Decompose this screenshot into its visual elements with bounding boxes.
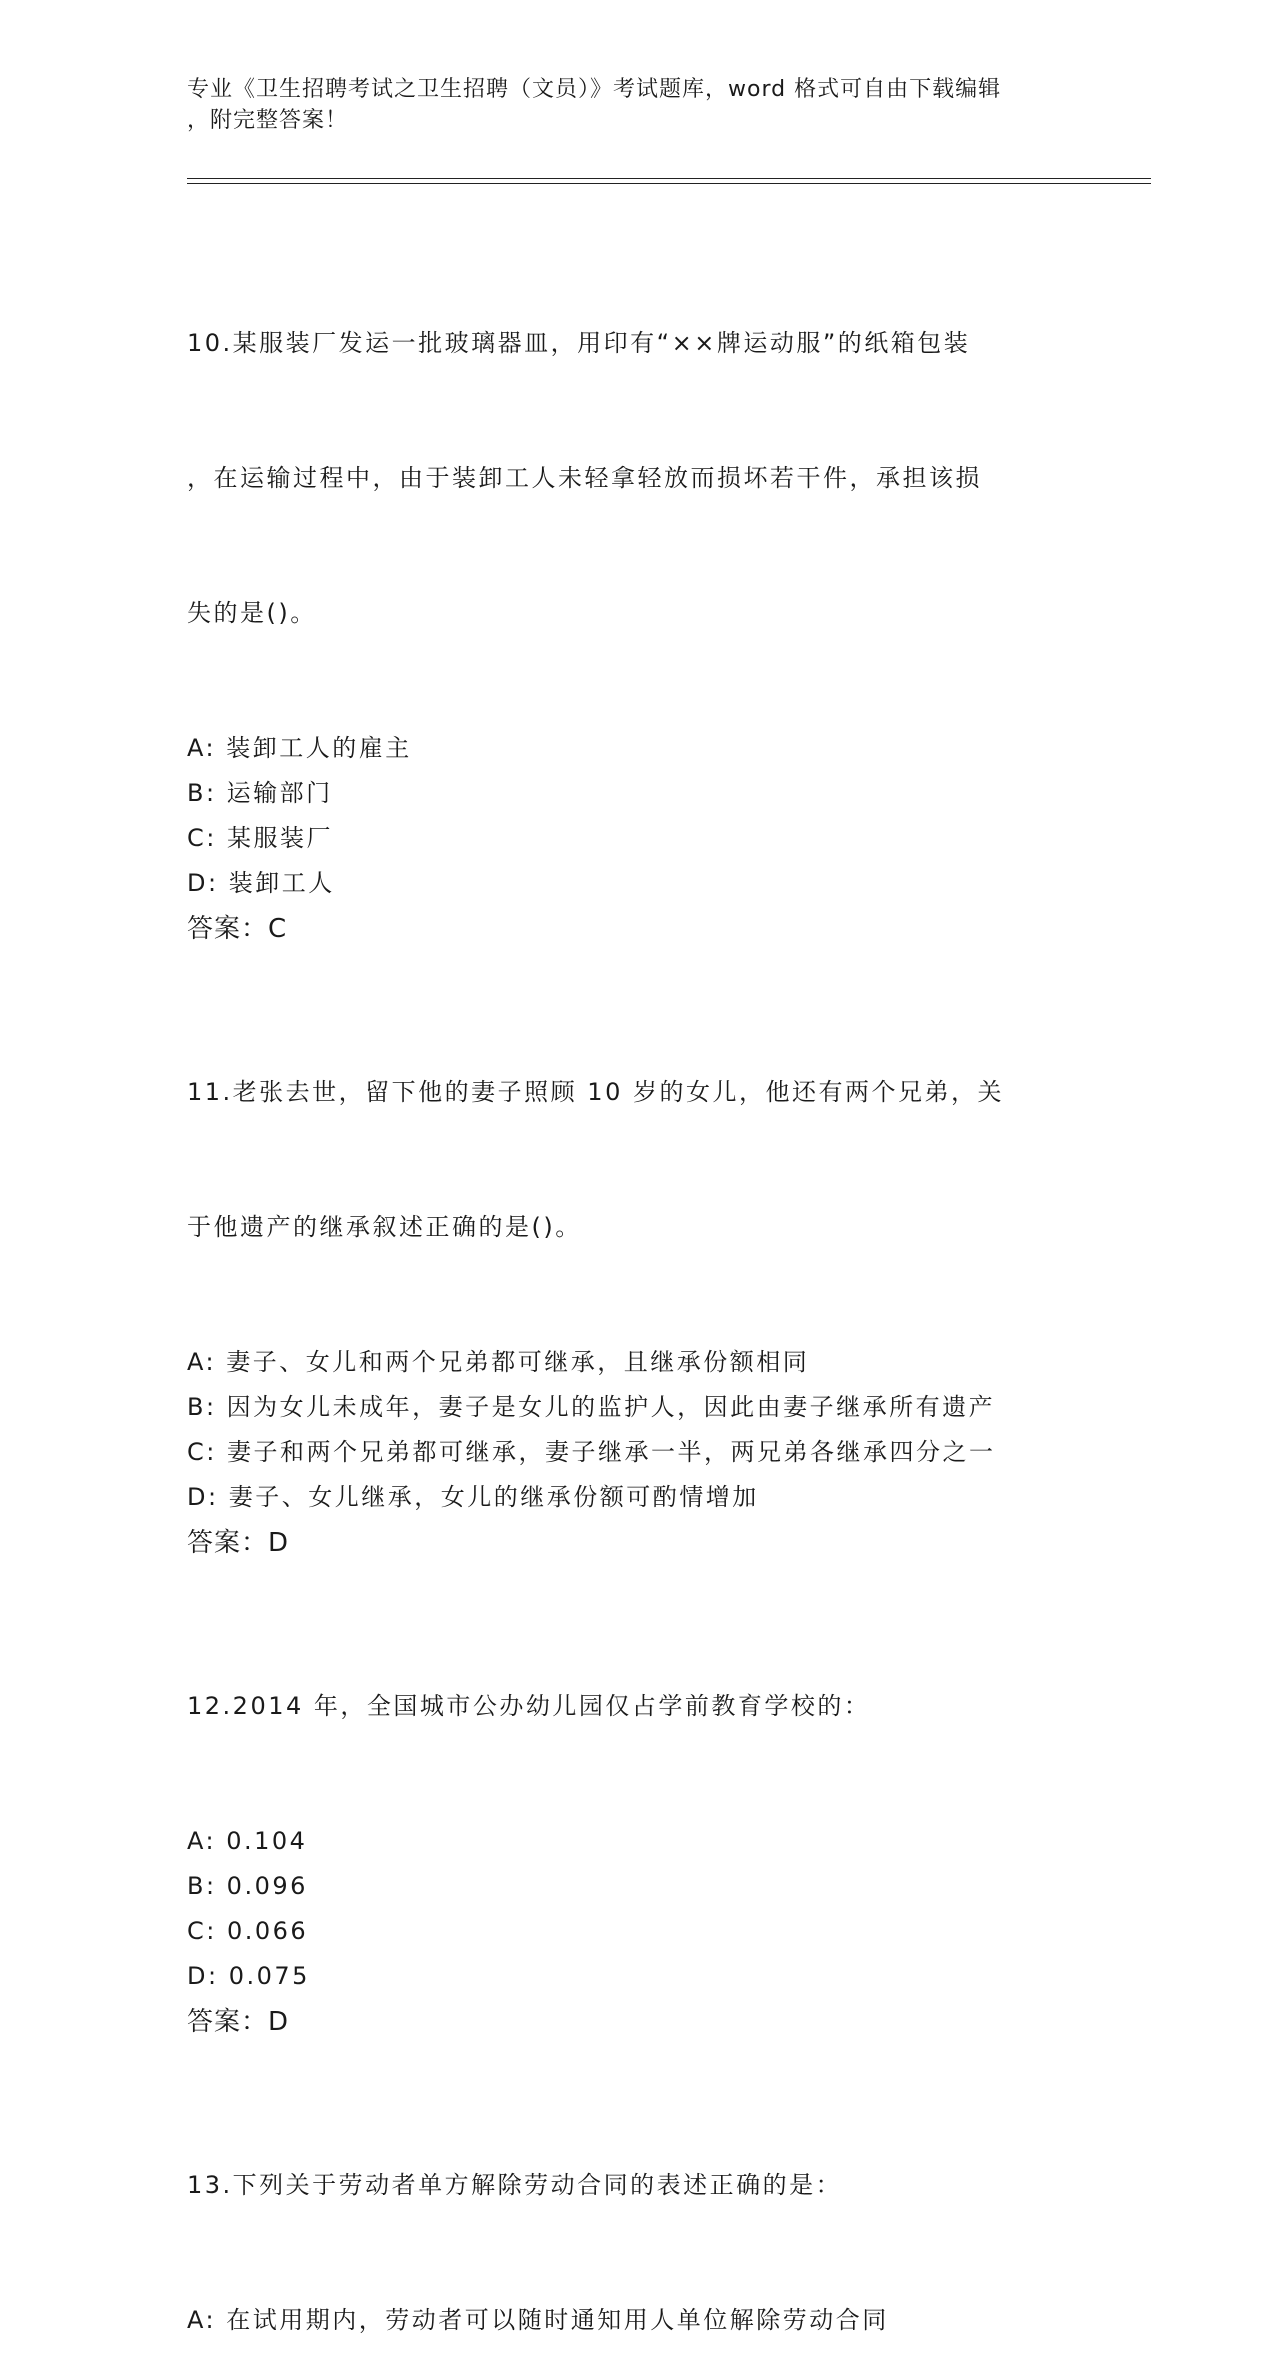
header-line-2: ，附完整答案！ bbox=[187, 108, 349, 133]
question-13 bbox=[187, 2073, 1087, 2343]
stem-line: 11.老张去世，留下他的妻子照顾 10 岁的女儿，他还有两个兄弟，关 bbox=[187, 1078, 1004, 1106]
question-list bbox=[187, 231, 1087, 2371]
header-divider-top bbox=[187, 178, 1151, 179]
question-stem bbox=[187, 980, 1087, 1340]
option-b: B: 运输部门 bbox=[187, 779, 333, 807]
option-c: C: 某服装厂 bbox=[187, 824, 333, 852]
option-d: D: 装卸工人 bbox=[187, 869, 335, 897]
option-a: A: 妻子、女儿和两个兄弟都可继承，且继承份额相同 bbox=[187, 1348, 810, 1376]
answer-label: 答案： bbox=[187, 2007, 269, 2037]
stem-line: 于他遗产的继承叙述正确的是()。 bbox=[187, 1213, 582, 1241]
stem-line: 失的是()。 bbox=[187, 599, 317, 627]
stem-line: 12.2014 年，全国城市公办幼儿园仅占学前教育学校的： bbox=[187, 1692, 871, 1720]
question-stem bbox=[187, 1594, 1087, 1819]
stem-line: 10.某服装厂发运一批玻璃器皿，用印有“××牌运动服”的纸箱包装 bbox=[187, 329, 971, 357]
stem-line: ，在运输过程中，由于装卸工人未轻拿轻放而损坏若干件，承担该损 bbox=[187, 464, 982, 492]
document-header bbox=[187, 74, 1067, 136]
header-divider-bottom bbox=[187, 183, 1151, 184]
option-c: C: 妻子和两个兄弟都可继承，妻子继承一半，两兄弟各继承四分之一 bbox=[187, 1438, 996, 1466]
answer-label: 答案： bbox=[187, 1528, 269, 1558]
option-d: D: 妻子、女儿继承，女儿的继承份额可酌情增加 bbox=[187, 1483, 759, 1511]
option-a: A: 0.104 bbox=[187, 1827, 308, 1855]
answer-line bbox=[187, 906, 1087, 952]
stem-line: 13.下列关于劳动者单方解除劳动合同的表述正确的是： bbox=[187, 2171, 843, 2199]
option-c: C: 0.066 bbox=[187, 1917, 309, 1945]
option-a: A: 装卸工人的雇主 bbox=[187, 734, 412, 762]
answer-value: D bbox=[268, 1528, 290, 1558]
question-stem bbox=[187, 2073, 1087, 2298]
option-b: B: 0.096 bbox=[187, 1872, 308, 1900]
answer-line bbox=[187, 1520, 1087, 1566]
option-b: B: 因为女儿未成年，妻子是女儿的监护人，因此由妻子继承所有遗产 bbox=[187, 1393, 996, 1421]
question-10 bbox=[187, 231, 1087, 952]
option-d: D: 0.075 bbox=[187, 1962, 310, 1990]
answer-value: D bbox=[268, 2007, 290, 2037]
answer-value: C bbox=[268, 914, 288, 944]
answer-label: 答案： bbox=[187, 914, 269, 944]
header-line-1: 专业《卫生招聘考试之卫生招聘（文员）》考试题库，word 格式可自由下载编辑 bbox=[187, 77, 1002, 102]
question-stem bbox=[187, 231, 1087, 726]
question-12 bbox=[187, 1594, 1087, 2045]
question-11 bbox=[187, 980, 1087, 1566]
option-a: A: 在试用期内，劳动者可以随时通知用人单位解除劳动合同 bbox=[187, 2306, 889, 2334]
answer-line bbox=[187, 1999, 1087, 2045]
